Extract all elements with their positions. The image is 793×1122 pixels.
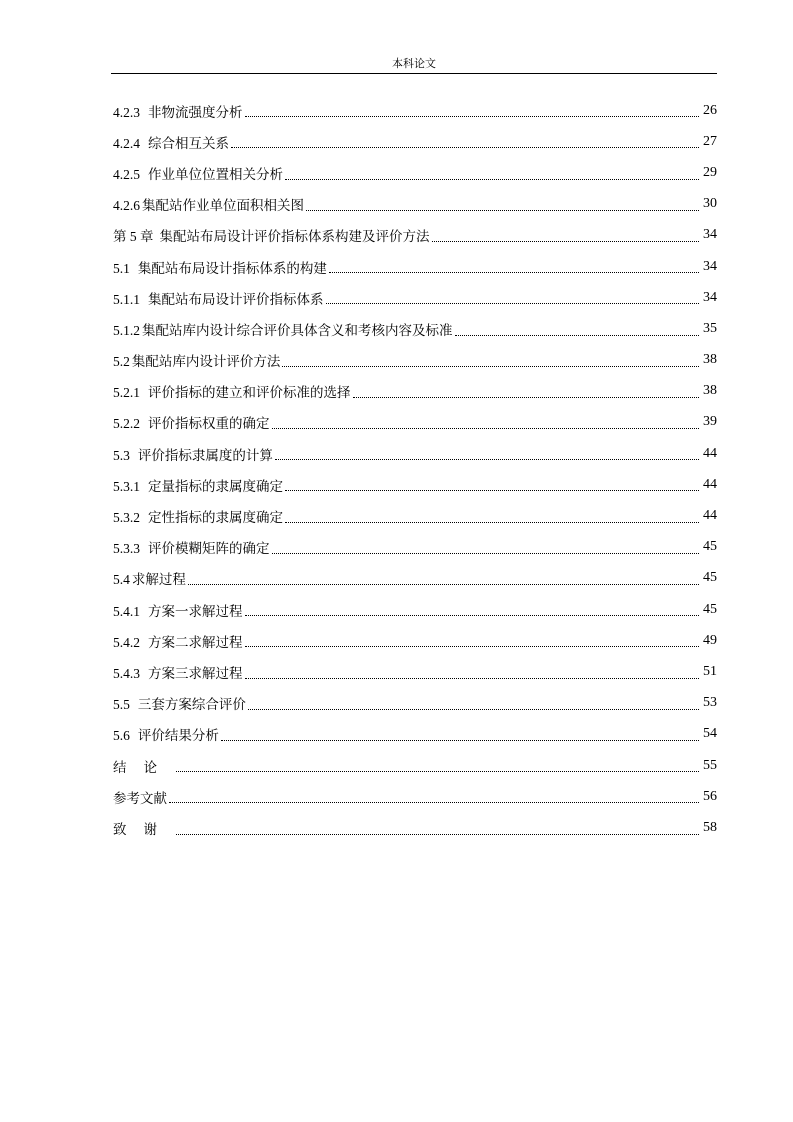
toc-title: 三套方案综合评价: [137, 697, 246, 714]
toc-leader: [432, 240, 700, 251]
toc-number: 5.4.3: [113, 665, 140, 681]
toc-page-number: 30: [703, 196, 717, 212]
toc-page-number: 34: [703, 258, 717, 274]
toc-page-number: 55: [703, 757, 717, 773]
toc-number: 5.3.2: [113, 510, 140, 526]
toc-title: 求解过程: [131, 572, 186, 589]
toc-title: 集配站作业单位面积相关图: [142, 198, 304, 215]
toc-entry-5-1-2[interactable]: [113, 313, 717, 344]
toc-page-number: 35: [703, 320, 717, 336]
toc-number: 5.2: [113, 354, 130, 370]
toc-title: 非物流强度分析: [148, 104, 243, 121]
toc-leader: [282, 365, 699, 376]
toc-page-number: 45: [703, 539, 717, 555]
toc-entry-5-6[interactable]: [113, 719, 717, 750]
running-header: 本科论文: [392, 57, 436, 70]
toc-number: 5.1.1: [113, 291, 140, 307]
toc-number: 5.6: [113, 728, 130, 744]
toc-page-number: 54: [703, 726, 717, 742]
toc-entry-5-1[interactable]: [113, 251, 717, 282]
toc-page-number: 58: [703, 819, 717, 835]
toc-number: 4.2.3: [113, 104, 140, 120]
toc-number: 5.4.1: [113, 603, 140, 619]
toc-page-number: 51: [703, 663, 717, 679]
toc-leader: [221, 739, 699, 750]
toc-leader: [245, 614, 700, 625]
toc-title: 致谢: [113, 821, 174, 838]
toc-leader: [455, 334, 700, 345]
toc-number: 第 5 章: [113, 229, 154, 245]
toc-leader: [245, 645, 700, 656]
toc-number: 5.3.3: [113, 541, 140, 557]
toc-number: 5.2.1: [113, 385, 140, 401]
toc-leader: [272, 552, 700, 563]
toc-entry-5-1-1[interactable]: [113, 282, 717, 313]
toc-leader: [176, 770, 699, 781]
toc-leader: [353, 396, 700, 407]
toc-title: 集配站布局设计指标体系的构建: [137, 260, 327, 277]
toc-title: 评价模糊矩阵的确定: [148, 541, 270, 558]
toc-number: 5.2.2: [113, 416, 140, 432]
toc-entry-5-5[interactable]: [113, 688, 717, 719]
toc-page-number: 39: [703, 414, 717, 430]
toc-entry-5-2-1[interactable]: [113, 376, 717, 407]
toc-entry-4-2-3[interactable]: [113, 95, 717, 126]
toc-page-number: 44: [703, 508, 717, 524]
toc-leader: [245, 115, 700, 126]
toc-title: 方案二求解过程: [148, 634, 243, 651]
toc-title: 综合相互关系: [148, 135, 229, 152]
toc-page-number: 45: [703, 570, 717, 586]
toc-page-number: 44: [703, 445, 717, 461]
toc-title: 评价结果分析: [137, 728, 219, 745]
toc-number: 5.5: [113, 697, 130, 713]
toc-number: 5.4: [113, 572, 130, 588]
toc-title: 定量指标的隶属度确定: [148, 478, 283, 495]
toc-entry-5-3-1[interactable]: [113, 469, 717, 500]
toc-entry-5-3[interactable]: [113, 438, 717, 469]
toc-title: 评价指标权重的确定: [148, 416, 270, 433]
toc-entry-5-2[interactable]: [113, 345, 717, 376]
toc-number: 5.3: [113, 447, 130, 463]
toc-title: 方案一求解过程: [148, 603, 243, 620]
toc-entry-chapter-5[interactable]: [113, 220, 717, 251]
toc-leader: [272, 427, 700, 438]
table-of-contents: [113, 95, 717, 844]
toc-entry-5-4[interactable]: [113, 563, 717, 594]
toc-page-number: 49: [703, 632, 717, 648]
toc-entry-4-2-6[interactable]: [113, 189, 717, 220]
toc-page-number: 27: [703, 133, 717, 149]
toc-leader: [188, 583, 699, 594]
toc-entry-5-4-3[interactable]: [113, 656, 717, 687]
toc-title: 定性指标的隶属度确定: [148, 510, 283, 527]
toc-title: 评价指标隶属度的计算: [137, 447, 273, 464]
toc-entry-4-2-4[interactable]: [113, 126, 717, 157]
toc-leader: [285, 489, 699, 500]
toc-page-number: 38: [703, 352, 717, 368]
toc-leader: [248, 708, 699, 719]
toc-number: 5.1.2: [113, 322, 140, 338]
toc-leader: [169, 801, 699, 812]
toc-number: 4.2.5: [113, 166, 140, 182]
toc-entry-5-2-2[interactable]: [113, 407, 717, 438]
toc-title: 参考文献: [113, 790, 167, 807]
toc-page-number: 38: [703, 383, 717, 399]
toc-page-number: 34: [703, 227, 717, 243]
toc-leader: [245, 677, 700, 688]
toc-page-number: 56: [703, 788, 717, 804]
toc-entry-4-2-5[interactable]: [113, 157, 717, 188]
toc-entry-5-4-2[interactable]: [113, 625, 717, 656]
toc-number: 4.2.6: [113, 198, 140, 214]
toc-leader: [306, 209, 699, 220]
toc-entry-acknowledgements[interactable]: [113, 812, 717, 843]
toc-leader: [329, 271, 699, 282]
toc-page-number: 34: [703, 289, 717, 305]
toc-leader: [326, 302, 700, 313]
toc-number: 4.2.4: [113, 135, 140, 151]
toc-title: 集配站布局设计评价指标体系构建及评价方法: [159, 229, 430, 246]
toc-title: 评价指标的建立和评价标准的选择: [148, 385, 351, 402]
toc-title: 作业单位位置相关分析: [148, 166, 283, 183]
toc-number: 5.4.2: [113, 634, 140, 650]
toc-entry-5-3-2[interactable]: [113, 500, 717, 531]
toc-page-number: 29: [703, 164, 717, 180]
toc-page-number: 26: [703, 102, 717, 118]
toc-title: 结论: [113, 759, 174, 776]
toc-title: 集配站库内设计评价方法: [131, 354, 281, 371]
toc-entry-references[interactable]: [113, 781, 717, 812]
toc-title: 集配站库内设计综合评价具体含义和考核内容及标准: [142, 322, 453, 339]
toc-leader: [285, 521, 699, 532]
toc-leader: [231, 146, 699, 157]
toc-title: 集配站布局设计评价指标体系: [148, 291, 324, 308]
header-rule: [111, 73, 717, 74]
toc-page-number: 45: [703, 601, 717, 617]
toc-leader: [285, 178, 699, 189]
toc-entry-conclusion[interactable]: [113, 750, 717, 781]
toc-number: 5.3.1: [113, 478, 140, 494]
toc-entry-5-3-3[interactable]: [113, 532, 717, 563]
toc-entry-5-4-1[interactable]: [113, 594, 717, 625]
toc-title: 方案三求解过程: [148, 665, 243, 682]
toc-page-number: 44: [703, 476, 717, 492]
toc-page-number: 53: [703, 695, 717, 711]
toc-number: 5.1: [113, 260, 130, 276]
toc-leader: [176, 833, 699, 844]
toc-leader: [275, 458, 699, 469]
